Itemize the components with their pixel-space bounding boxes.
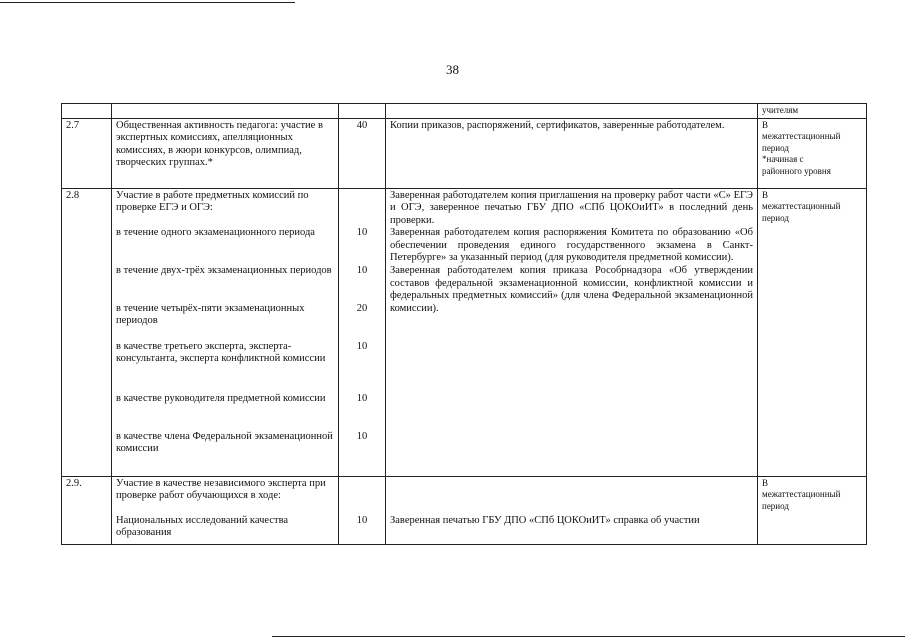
- table-row: [62, 188, 867, 476]
- points-value: 20: [356, 302, 368, 314]
- activity-item: в течение двух-трёх экзаменационных периодов: [116, 264, 332, 276]
- period-text: В межаттестационный период: [758, 476, 867, 544]
- activity-item: в качестве руководителя предметной комиссии: [116, 392, 326, 404]
- activity-item: в качестве члена Федеральной экзаменационной комиссии: [116, 430, 333, 455]
- activity-item: в течение одного экзаменационного периода: [116, 226, 315, 238]
- points-value: 10: [356, 226, 368, 238]
- activity-cell: [112, 476, 339, 544]
- points-value: 10: [356, 514, 368, 526]
- points-cell: [339, 476, 386, 544]
- page-number: 38: [446, 62, 459, 77]
- scan-bottom-line: [272, 636, 905, 637]
- activity-text: Общественная активность педагога: участие в экспертных комиссиях, апелляционных комиссиях, в жюри конкурсов, олимпиад, творческих группах.*: [112, 118, 339, 188]
- activity-title: Участие в качестве независимого эксперта при проверке работ обучающихся в ходе:: [116, 477, 326, 502]
- period-text: В межаттестационный период *начиная с районного уровня: [758, 118, 867, 188]
- cell-points: [339, 104, 386, 119]
- activity-cell: [112, 188, 339, 476]
- documents-cell: [386, 188, 758, 476]
- criteria-table: [61, 103, 867, 545]
- row-number: 2.8: [62, 188, 112, 476]
- row-number: 2.9.: [62, 476, 112, 544]
- row-number: 2.7: [62, 118, 112, 188]
- scan-top-line: [0, 2, 295, 3]
- points-cell: [339, 188, 386, 476]
- cell-num: [62, 104, 112, 119]
- period-text: В межаттестационный период: [758, 188, 867, 476]
- points-value: 10: [356, 340, 368, 352]
- activity-item: в качестве третьего эксперта, эксперта-консультанта, эксперта конфликтной комиссии: [116, 340, 326, 365]
- table-row: [62, 476, 867, 544]
- points-value: 10: [356, 392, 368, 404]
- documents-text: Заверенная работодателем копия приказа Рособрнадзора «Об утверждении составов федеральной экзаменационной комиссии, конфликтной комиссии и федеральных предметных комиссий» (для члена Федеральной экзаменационной комиссии).: [390, 265, 753, 314]
- table-row: [62, 118, 867, 188]
- documents-text: Заверенная работодателем копия приглашения на проверку работ части «С» ЕГЭ и ОГЭ, заверенное печатью ГБУ ДПО «СПб ЦОКОиИТ» в последний день проверки.: [390, 189, 753, 226]
- documents-cell: [386, 476, 758, 544]
- activity-item: в течение четырёх-пяти экзаменационных периодов: [116, 302, 305, 327]
- activity-title: Участие в работе предметных комиссий по проверке ЕГЭ и ОГЭ:: [116, 189, 309, 214]
- cell-period: учителям: [758, 104, 867, 119]
- points-value: 10: [356, 430, 368, 442]
- points-value: 10: [356, 264, 368, 276]
- documents-text: Копии приказов, распоряжений, сертификатов, заверенные работодателем.: [386, 118, 758, 188]
- activity-item: Национальных исследований качества образования: [116, 514, 289, 539]
- points-value: 40: [339, 118, 386, 188]
- documents-text: Заверенная работодателем копия распоряжения Комитета по образованию «Об обеспечении проведения единого государственного экзамена в Санкт-Петербурге» за указанный период (для руководителя предметной комиссии).: [390, 227, 753, 264]
- cell-activity: [112, 104, 339, 119]
- cell-docs: [386, 104, 758, 119]
- table-row: [62, 104, 867, 119]
- documents-text: Заверенная печатью ГБУ ДПО «СПб ЦОКОиИТ» справка об участии: [390, 514, 700, 526]
